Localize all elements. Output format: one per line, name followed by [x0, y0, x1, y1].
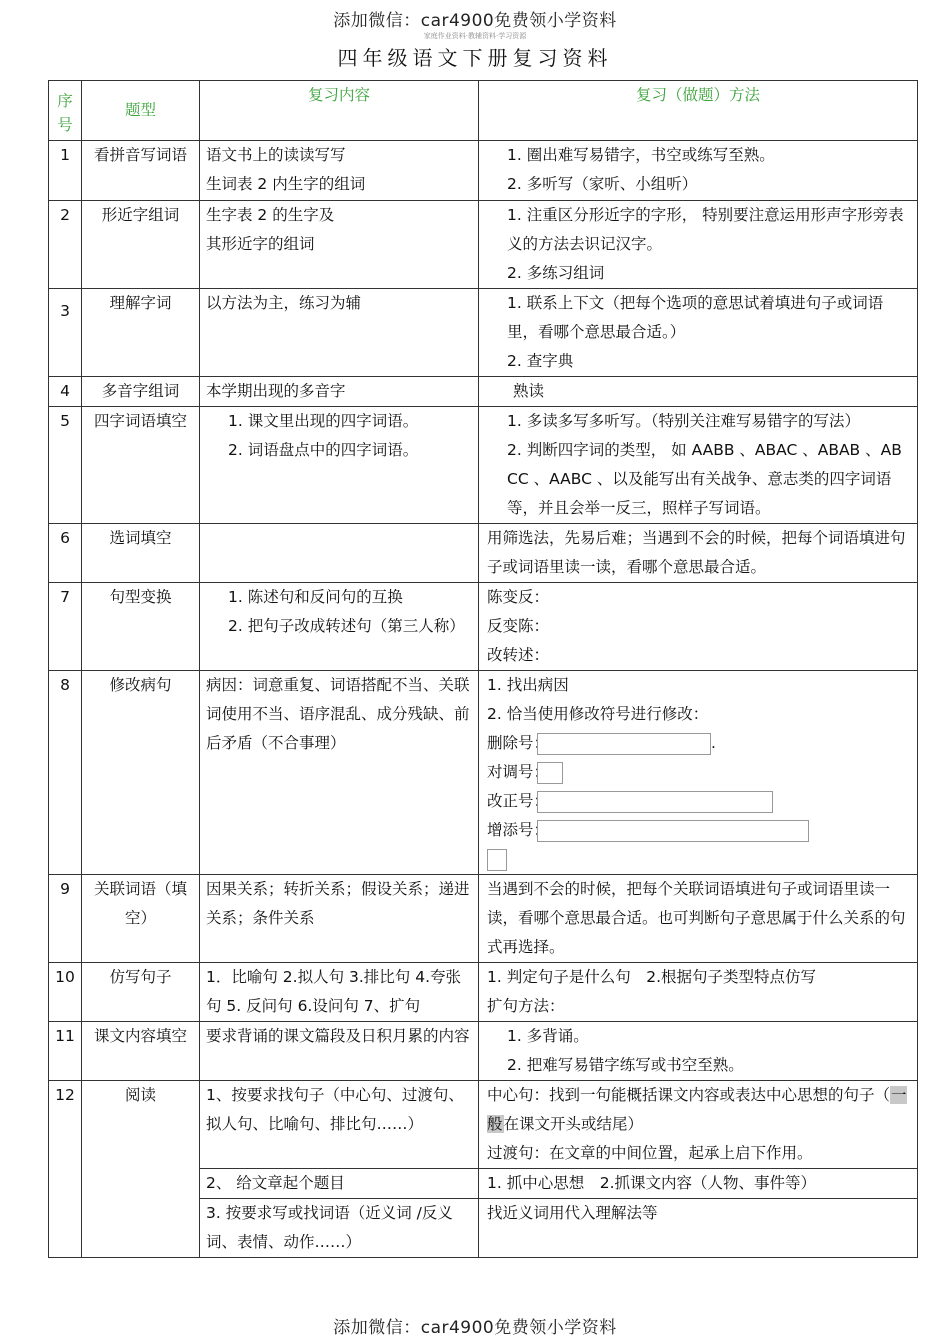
content-line: 语文书上的读读写写 [206, 146, 346, 164]
header-method: 复习（做题）方法 [479, 81, 918, 141]
blank-box [487, 849, 507, 871]
row-content [200, 1022, 479, 1081]
sub-note: 家庭作业资料·教辅资料·学习资源 [423, 32, 527, 40]
row-method [479, 1022, 918, 1081]
row-content [200, 377, 479, 407]
row-method [479, 377, 918, 407]
watermark-bottom: 添加微信：car4900免费领小学资料 [333, 1318, 617, 1338]
row-content [200, 141, 479, 201]
row-content [200, 289, 479, 377]
row-type: 看拼音写词语 [82, 141, 200, 201]
row-method [479, 289, 918, 377]
row-type: 仿写句子 [82, 963, 200, 1022]
row-number: 4 [49, 377, 82, 407]
table-row [49, 407, 918, 524]
table-row [49, 583, 918, 671]
method-line: 找近义词用代入理解法等 [487, 1204, 658, 1222]
blank-box [537, 791, 773, 813]
row-number: 7 [49, 583, 82, 671]
header-type: 题型 [82, 81, 200, 141]
row-number: 12 [49, 1081, 82, 1258]
row-content [200, 583, 479, 671]
row-method [479, 583, 918, 671]
content-line: 1. 课文里出现的四字词语。 [228, 412, 419, 430]
table-row [49, 671, 918, 875]
method-line: 用筛选法，先易后难；当遇到不会的时候，把每个词语填进句子或词语里读一读，看哪个意思最合适。 [487, 529, 906, 576]
method-line: 过渡句：在文章的中间位置，起承上启下作用。 [487, 1144, 813, 1162]
row-method [479, 141, 918, 201]
row-content [200, 1199, 479, 1258]
row-method [479, 1081, 918, 1169]
header-row [49, 81, 918, 141]
watermark-top: 添加微信：car4900免费领小学资料 [333, 11, 617, 31]
table-row [49, 963, 918, 1022]
row-content [200, 1169, 479, 1199]
method-line: 中心句：找到一句能概括课文内容或表达中心思想的句子（一般在课文开头或结尾） [487, 1086, 907, 1133]
row-content [200, 875, 479, 963]
row-type: 四字词语填空 [82, 407, 200, 524]
row-type: 形近字组词 [82, 201, 200, 289]
method-line: 陈变反： [487, 588, 550, 606]
table-row [49, 875, 918, 963]
row-content [200, 671, 479, 875]
content-line: 本学期出现的多音字 [206, 382, 346, 400]
correct-mark-field: 改正号： [487, 787, 911, 816]
row-type: 理解字词 [82, 289, 200, 377]
table-row [49, 377, 918, 407]
blank-box [537, 762, 563, 784]
row-content [200, 524, 479, 583]
header-num: 序号 [49, 81, 82, 141]
review-table [48, 80, 918, 1258]
method-line: 2. 判断四字词的类型， 如 AABB 、ABAC 、ABAB 、ABCC 、AABC 、以及能写出有关战争、意志类的四字词语等，并且会举一反三，照样子写词语。 [507, 441, 902, 517]
table-row [49, 201, 918, 289]
row-method [479, 201, 918, 289]
row-method [479, 671, 918, 875]
method-line: 熟读 [513, 382, 545, 400]
content-line: 2、 给文章起个题目 [206, 1174, 345, 1192]
table-row [49, 289, 918, 377]
delete-mark-field: 删除号： . [487, 729, 911, 758]
highlighted-text: 一般 [487, 1086, 907, 1133]
row-number: 3 [49, 289, 82, 377]
row-method [479, 963, 918, 1022]
row-number: 8 [49, 671, 82, 875]
table-row [49, 1022, 918, 1081]
row-method [479, 1169, 918, 1199]
content-line: 1. 陈述句和反问句的互换 [228, 588, 403, 606]
blank-box [537, 820, 809, 842]
row-number: 10 [49, 963, 82, 1022]
content-line: 以方法为主，练习为辅 [206, 294, 362, 312]
empty-box-row [487, 845, 911, 874]
method-line: 改转述： [487, 646, 550, 664]
insert-mark-field: 增添号： [487, 816, 911, 845]
content-line: 因果关系；转折关系；假设关系；递进关系；条件关系 [206, 880, 470, 927]
table-row [49, 1081, 918, 1169]
content-line: 2. 词语盘点中的四字词语。 [228, 441, 419, 459]
swap-mark-field: 对调号： [487, 758, 911, 787]
row-type: 修改病句 [82, 671, 200, 875]
method-line: 2. 多练习组词 [507, 264, 605, 282]
table-row [49, 141, 918, 201]
row-method [479, 875, 918, 963]
header-content: 复习内容 [200, 81, 479, 141]
method-line: 1. 注重区分形近字的字形， 特别要注意运用形声字形旁表义的方法去识记汉字。 [507, 206, 904, 253]
content-line: 生字表 2 的生字及 [206, 206, 335, 224]
method-line: 1. 找出病因 [487, 676, 569, 694]
table-row [49, 524, 918, 583]
content-line: 其形近字的组词 [206, 235, 315, 253]
method-line: 2. 把难写易错字练写或书空至熟。 [507, 1056, 744, 1074]
row-method [479, 1199, 918, 1258]
row-number: 1 [49, 141, 82, 201]
row-type: 句型变换 [82, 583, 200, 671]
method-line: 1. 多背诵。 [507, 1027, 589, 1045]
content-line: 2. 把句子改成转述句（第三人称） [228, 617, 465, 635]
row-number: 5 [49, 407, 82, 524]
row-content [200, 963, 479, 1022]
row-number: 11 [49, 1022, 82, 1081]
content-line: 病因：词意重复、词语搭配不当、关联词使用不当、语序混乱、成分残缺、前后矛盾（不合事理） [206, 676, 470, 752]
method-line: 当遇到不会的时候，把每个关联词语填进句子或词语里读一读，看哪个意思最合适。也可判断句子意思属于什么关系的句式再选择。 [487, 880, 906, 956]
row-method [479, 524, 918, 583]
content-line: 3. 按要求写或找词语（近义词 /反义词、表情、动作……） [206, 1204, 453, 1251]
method-line: 1. 判定句子是什么句 2.根据句子类型特点仿写 [487, 968, 817, 986]
method-line: 2. 恰当使用修改符号进行修改： [487, 705, 709, 723]
content-line: 生词表 2 内生字的组词 [206, 175, 366, 193]
row-number: 6 [49, 524, 82, 583]
row-type: 关联词语（填空） [82, 875, 200, 963]
method-line: 2. 多听写（家听、小组听） [507, 175, 698, 193]
row-type: 阅读 [82, 1081, 200, 1258]
content-line: 1、按要求找句子（中心句、过渡句、拟人句、比喻句、排比句……） [206, 1086, 464, 1133]
row-type: 选词填空 [82, 524, 200, 583]
method-line: 1. 联系上下文（把每个选项的意思试着填进句子或词语里，看哪个意思最合适。） [507, 294, 884, 341]
row-content [200, 1081, 479, 1169]
row-content [200, 201, 479, 289]
row-content [200, 407, 479, 524]
row-number: 2 [49, 201, 82, 289]
page-title: 四年级语文下册复习资料 [337, 46, 613, 70]
row-type: 课文内容填空 [82, 1022, 200, 1081]
method-line: 1. 圈出难写易错字，书空或练写至熟。 [507, 146, 775, 164]
method-line: 1. 抓中心思想 2.抓课文内容（人物、事件等） [487, 1174, 817, 1192]
method-line: 扩句方法： [487, 997, 565, 1015]
row-number: 9 [49, 875, 82, 963]
method-line: 2. 查字典 [507, 352, 574, 370]
row-method [479, 407, 918, 524]
method-line: 1. 多读多写多听写。（特别关注难写易错字的写法） [507, 412, 860, 430]
row-type: 多音字组词 [82, 377, 200, 407]
method-line: 反变陈： [487, 617, 550, 635]
content-line: 1．比喻句 2.拟人句 3.排比句 4.夸张句 5. 反问句 6.设问句 7、扩句 [206, 968, 462, 1015]
content-line: 要求背诵的课文篇段及日积月累的内容 [206, 1027, 470, 1045]
blank-box [537, 733, 711, 755]
